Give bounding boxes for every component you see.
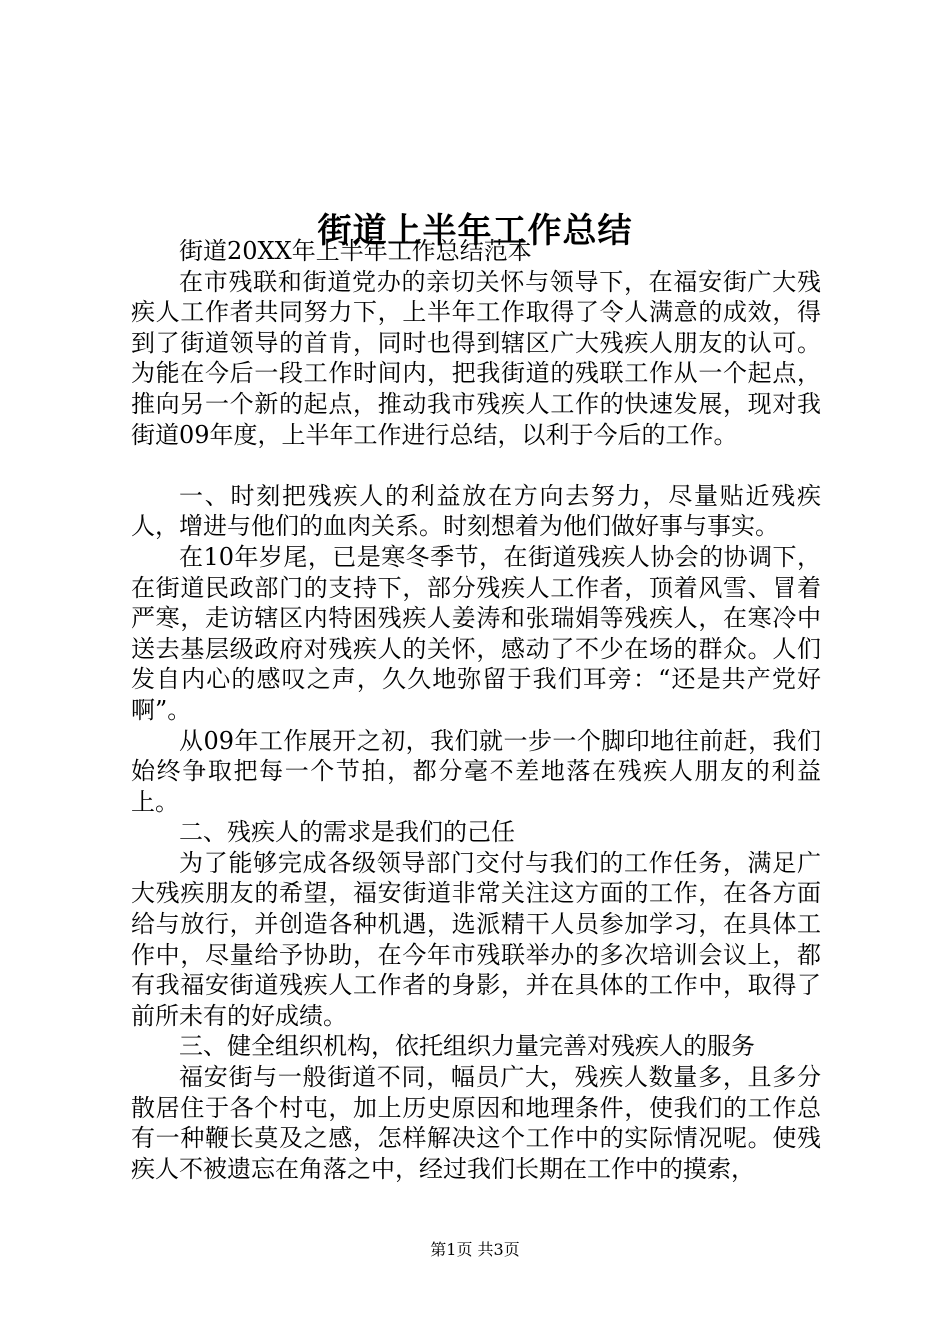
paragraph-fuan-street: 福安街与一般街道不同，幅员广大，残疾人数量多，且多分散居住于各个村屯，加上历史原因和地理条件，使我们的工作总有一种鞭长莫及之感，怎样解决这个工作中的实际情况呢。使残疾人不被遗忘在角落之中，经过我们长期在工作中的摸索，: [131, 1063, 821, 1183]
paragraph-step-by-step: 从09年工作展开之初，我们就一步一个脚印地往前赶，我们始终争取把每一个节拍，都分毫不差地落在残疾人朋友的利益上。: [131, 726, 821, 816]
paragraph-winter-visit: 在10年岁尾，已是寒冬季节，在街道残疾人协会的协调下，在街道民政部门的支持下，部分残疾人工作者，顶着风雪、冒着严寒，走访辖区内特困残疾人姜涛和张瑞娟等残疾人，在寒冷中送去基层级政府对残疾人的关怀，感动了不少在场的群众。人们发自内心的感叹之声，久久地弥留于我们耳旁：“还是共产党好啊”。: [131, 542, 821, 724]
paragraph-section-1-heading: 一、时刻把残疾人的利益放在方向去努力，尽量贴近残疾人，增进与他们的血肉关系。时刻想着为他们做好事与事实。: [131, 481, 821, 541]
paragraph-training: 为了能够完成各级领导部门交付与我们的工作任务，满足广大残疾朋友的希望，福安街道非常关注这方面的工作，在各方面给与放行，并创造各种机遇，选派精干人员参加学习，在具体工作中，尽量给予协助，在今年市残联举办的多次培训会议上，都有我福安街道残疾人工作者的身影，并在具体的工作中，取得了前所未有的好成绩。: [131, 848, 821, 1030]
paragraph-intro: 在市残联和街道党办的亲切关怀与领导下，在福安街广大残疾人工作者共同努力下，上半年工作取得了令人满意的成效，得到了街道领导的首肯，同时也得到辖区广大残疾人朋友的认可。为能在今后一段工作时间内，把我街道的残联工作从一个起点，推向另一个新的起点，推动我市残疾人工作的快速发展，现对我街道09年度，上半年工作进行总结，以利于今后的工作。: [131, 267, 821, 449]
document-title: 街道上半年工作总结: [317, 210, 633, 251]
document-body: [131, 236, 821, 1184]
paragraph-section-2-heading: 二、残疾人的需求是我们的己任: [179, 818, 515, 847]
paragraph-section-3-heading: 三、健全组织机构，依托组织力量完善对残疾人的服务: [179, 1032, 755, 1061]
paragraph-subtitle: 街道20XX年上半年工作总结范本: [179, 237, 532, 265]
page-footer: 第1页 共3页: [430, 1240, 520, 1259]
